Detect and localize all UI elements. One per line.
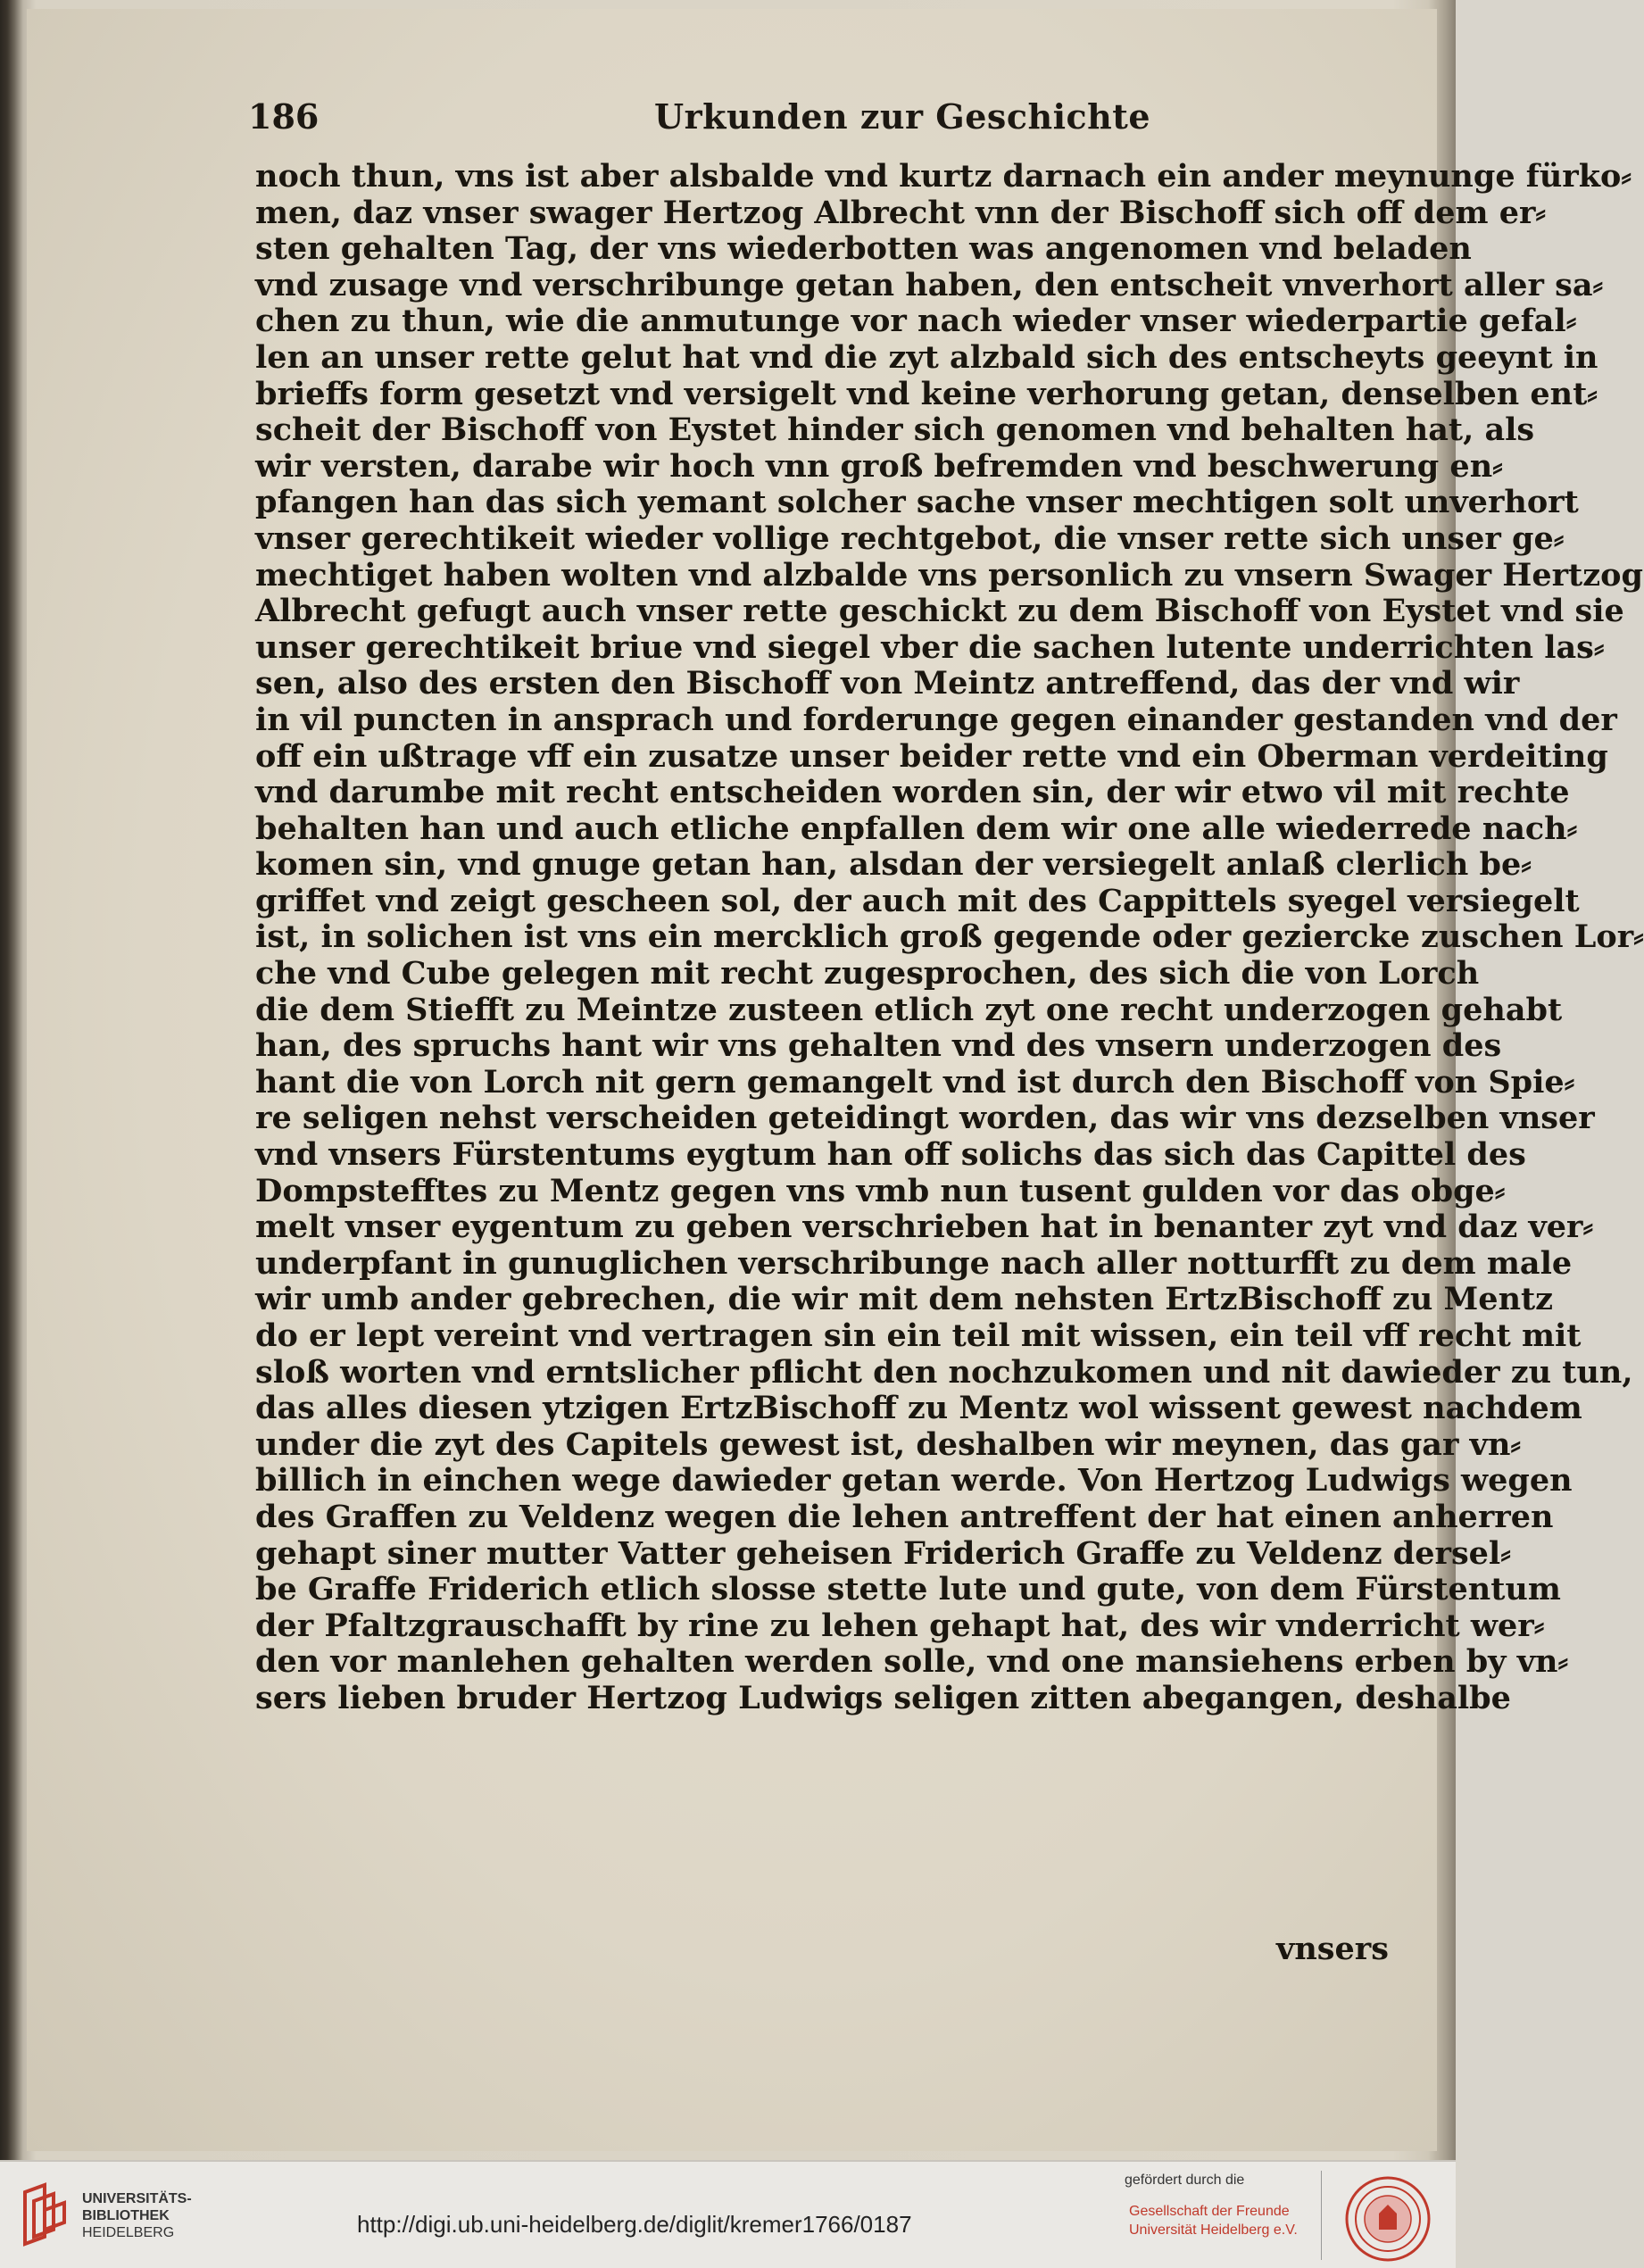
text-line: vnd zusage vnd verschribunge getan haben, den entscheit vnverhort aller sa⸗ <box>255 266 1604 303</box>
page-header <box>248 96 1408 141</box>
text-line: das alles diesen ytzigen ErtzBischoff zu Mentz wol wissent gewest nachdem <box>255 1390 1582 1427</box>
text-line: men, daz vnser swager Hertzog Albrecht vnn der Bischoff sich off dem er⸗ <box>255 194 1547 231</box>
library-name <box>82 2190 192 2241</box>
text-line: komen sin, vnd gnuge getan han, alsdan der versiegelt anlaß clerlich be⸗ <box>255 846 1532 884</box>
text-line: sen, also des ersten den Bischoff von Meintz antreffend, das der vnd wir <box>255 665 1520 702</box>
footer-divider <box>1321 2171 1322 2260</box>
text-line: off ein ußtrage vff ein zusatze unser beider rette vnd ein Oberman verdeiting <box>255 737 1608 775</box>
text-line: unser gerechtikeit briue vnd siegel vber die sachen lutente underrichten las⸗ <box>255 628 1605 666</box>
text-line: noch thun, vns ist aber alsbalde vnd kurtz darnach ein ander meynunge fürko⸗ <box>255 158 1632 195</box>
text-line: melt vnser eygentum zu geben verschrieben hat in benanter zyt vnd daz ver⸗ <box>255 1209 1594 1246</box>
text-line: brieffs form gesetzt vnd versigelt vnd keine verhorung getan, denselben ent⸗ <box>255 375 1598 412</box>
text-line: sten gehalten Tag, der vns wiederbotten was angenomen vnd beladen <box>255 230 1472 268</box>
library-name-line3: HEIDELBERG <box>82 2225 175 2240</box>
text-line: hant die von Lorch nit gern gemangelt vnd ist durch den Bischoff von Spie⸗ <box>255 1063 1575 1101</box>
text-line: Dompstefftes zu Mentz gegen vns vmb nun tusent gulden vor das obge⸗ <box>255 1172 1506 1209</box>
text-line: be Graffe Friderich etlich slosse stette lute und gute, von dem Fürstentum <box>255 1571 1561 1608</box>
text-line: sers lieben bruder Hertzog Ludwigs seligen zitten abegangen, deshalbe <box>255 1679 1511 1716</box>
running-title: Urkunden zur Geschichte <box>654 96 1151 137</box>
university-library-logo-icon <box>18 2183 73 2246</box>
text-line: do er lept vereint vnd vertragen sin ein teil mit wissen, ein teil vff recht mit <box>255 1317 1582 1354</box>
text-line: under die zyt des Capitels gewest ist, deshalben wir meynen, das gar vn⸗ <box>255 1425 1522 1463</box>
viewer-footer <box>0 2160 1456 2268</box>
text-line: Albrecht gefugt auch vnser rette geschickt zu dem Bischoff von Eystet vnd sie <box>255 593 1624 630</box>
text-line: die dem Stiefft zu Meintze zusteen etlich zyt one recht underzogen gehabt <box>255 991 1563 1028</box>
text-line: behalten han und auch etliche enpfallen dem wir one alle wiederrede nach⸗ <box>255 810 1578 847</box>
text-line: in vil puncten in ansprach und forderunge gegen einander gestanden vnd der <box>255 701 1617 738</box>
text-line: der Pfaltzgrauschafft by rine zu lehen gehapt hat, des wir vnderricht wer⸗ <box>255 1607 1545 1644</box>
text-line: vnd darumbe mit recht entscheiden worden sin, der wir etwo vil mit rechte <box>255 774 1570 811</box>
library-name-line1: UNIVERSITÄTS- <box>82 2191 192 2206</box>
text-line: pfangen han das sich yemant solcher sache vnser mechtigen solt unverhort <box>255 484 1579 521</box>
sponsor-name-line2: Universität Heidelberg e.V. <box>1129 2222 1298 2238</box>
text-line: re seligen nehst verscheiden geteidingt worden, das wir vns dezselben vnser <box>255 1100 1595 1137</box>
text-line: chen zu thun, wie die anmutunge vor nach wieder vnser wiederpartie gefal⸗ <box>255 303 1577 340</box>
catchword: vnsers <box>1276 1931 1389 1967</box>
text-line: len an unser rette gelut hat vnd die zyt alzbald sich des entscheyts geeynt in <box>255 338 1598 376</box>
text-line: wir versten, darabe wir hoch vnn groß befremden vnd beschwerung en⸗ <box>255 447 1503 485</box>
body-text <box>255 158 1644 1717</box>
library-name-line2: BIBLIOTHEK <box>82 2208 170 2223</box>
sponsor-name[interactable] <box>1129 2202 1298 2239</box>
sponsor-caption: gefördert durch die <box>1125 2172 1245 2188</box>
text-line: scheit der Bischoff von Eystet hinder sich genomen vnd behalten hat, als <box>255 411 1535 449</box>
sponsor-name-line1: Gesellschaft der Freunde <box>1129 2204 1290 2219</box>
text-line: griffet vnd zeigt gescheen sol, der auch mit des Cappittels syegel versiegelt <box>255 882 1580 919</box>
text-line: des Graffen zu Veldenz wegen die lehen antreffent der hat einen anherren <box>255 1498 1554 1535</box>
text-line: underpfant in gunuglichen verschribunge nach aller notturfft zu dem male <box>255 1244 1573 1282</box>
text-line: vnser gerechtikeit wieder vollige rechtgebot, die vnser rette sich unser ge⸗ <box>255 519 1565 557</box>
text-line: den vor manlehen gehalten werden solle, vnd one mansiehens erben by vn⸗ <box>255 1643 1569 1681</box>
text-line: gehapt siner mutter Vatter geheisen Friderich Graffe zu Veldenz dersel⸗ <box>255 1534 1511 1572</box>
text-line: vnd vnsers Fürstentums eygtum han off solichs das sich das Capittel des <box>255 1136 1526 1174</box>
permalink-url[interactable]: http://digi.ub.uni-heidelberg.de/diglit/kremer1766/0187 <box>357 2211 912 2238</box>
page-number: 186 <box>248 96 320 137</box>
text-line: sloß worten vnd erntslicher pflicht den nochzukomen und nit dawieder zu tun, <box>255 1353 1633 1391</box>
text-line: wir umb ander gebrechen, die wir mit dem nehsten ErtzBischoff zu Mentz <box>255 1281 1554 1318</box>
university-seal-icon <box>1343 2174 1432 2264</box>
text-line: han, des spruchs hant wir vns gehalten vnd des vnsern underzogen des <box>255 1027 1502 1065</box>
text-line: ist, in solichen ist vns ein mercklich groß gegende oder geziercke zuschen Lor⸗ <box>255 918 1644 956</box>
text-line: billich in einchen wege dawieder getan werde. Von Hertzog Ludwigs wegen <box>255 1462 1573 1500</box>
text-line: mechtiget haben wolten vnd alzbalde vns personlich zu vnsern Swager Hertzog <box>255 556 1643 594</box>
text-line: che vnd Cube gelegen mit recht zugesprochen, des sich die von Lorch <box>255 955 1480 993</box>
